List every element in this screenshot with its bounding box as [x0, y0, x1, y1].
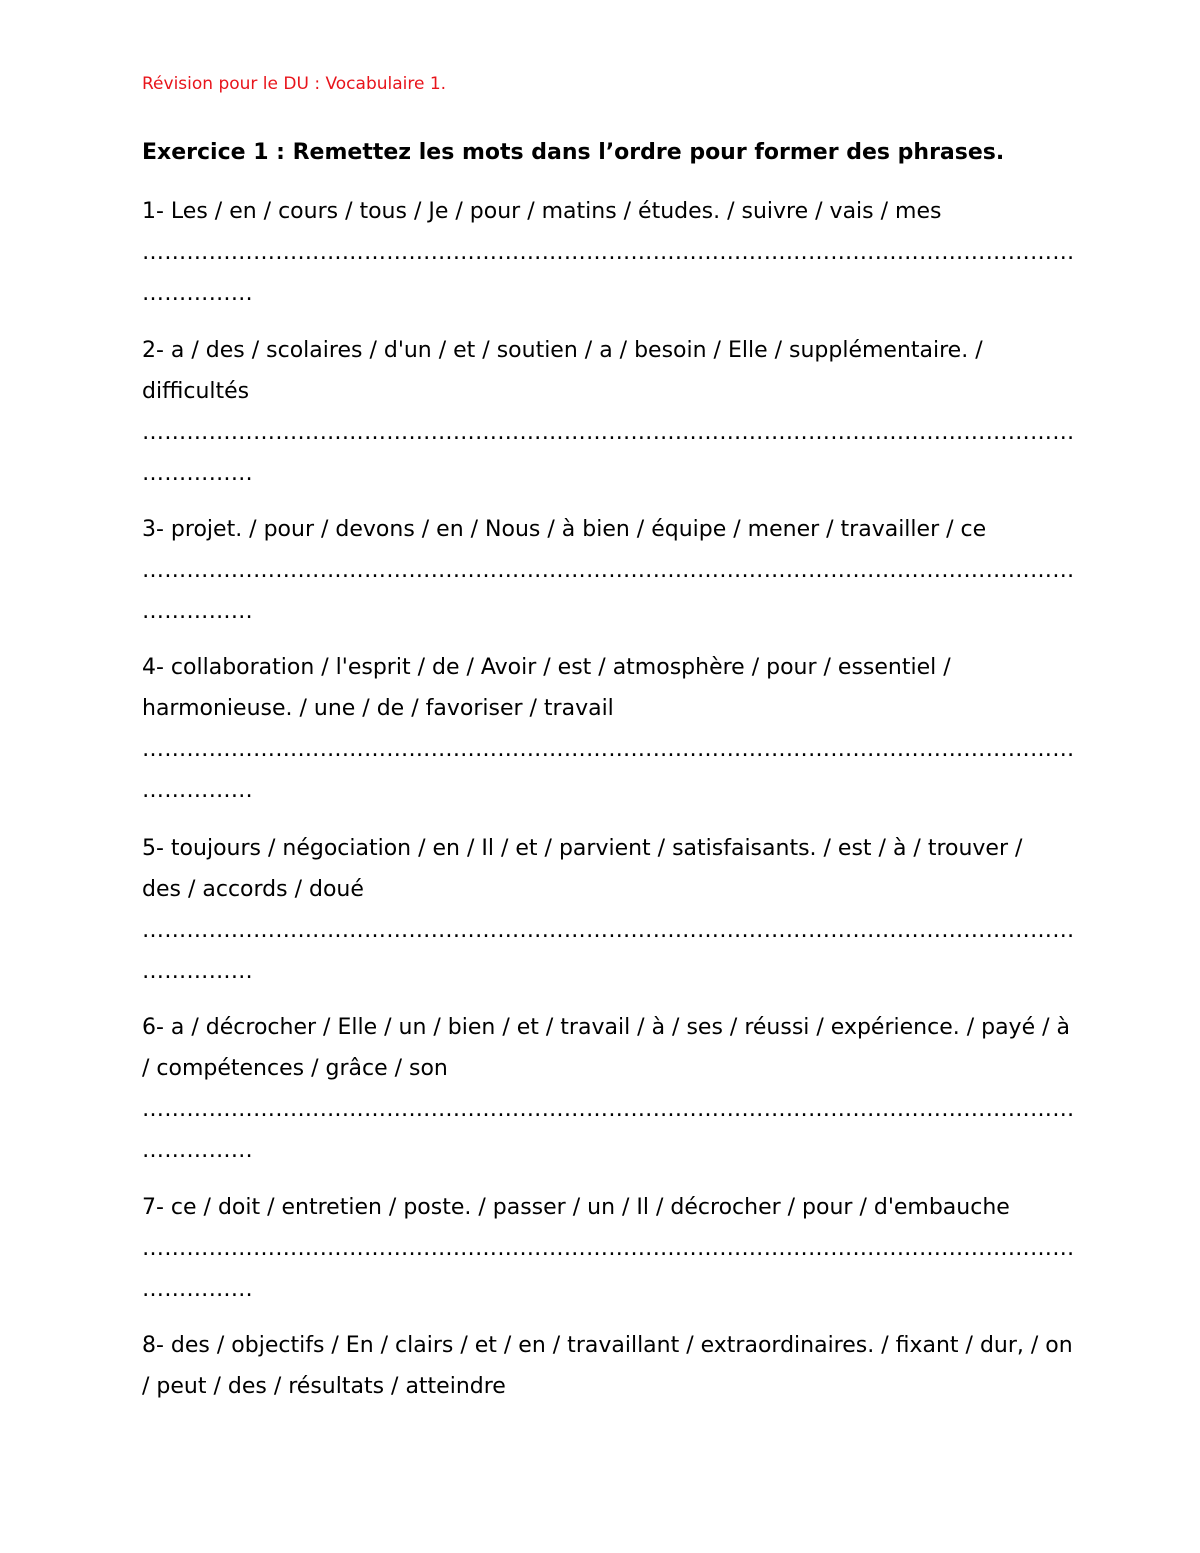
item-prompt-line: harmonieuse. / une / de / favoriser / travail — [142, 696, 614, 721]
answer-line-end: …………… — [142, 599, 253, 624]
item-prompt-line: 2- a / des / scolaires / d'un / et / soutien / a / besoin / Elle / supplémentaire. / — [142, 338, 983, 363]
item-prompt-line: 7- ce / doit / entretien / poste. / passer / un / Il / décrocher / pour / d'embauche — [142, 1195, 1010, 1220]
item-prompt-line: / peut / des / résultats / atteindre — [142, 1374, 506, 1399]
exercise-item-3 — [142, 509, 1142, 632]
answer-line-end: …………… — [142, 778, 253, 803]
exercise-item-2 — [142, 330, 1142, 494]
item-prompt-line: / compétences / grâce / son — [142, 1056, 448, 1081]
item-prompt-line: des / accords / doué — [142, 877, 364, 902]
item-prompt-line: 1- Les / en / cours / tous / Je / pour / matins / études. / suivre / vais / mes — [142, 199, 942, 224]
answer-line: ……………………………………………………………………………………………………………… — [142, 918, 1075, 943]
exercise-item-8 — [142, 1325, 1142, 1407]
answer-line-end: …………… — [142, 1138, 253, 1163]
answer-line-end: …………… — [142, 461, 253, 486]
item-prompt-line: 4- collaboration / l'esprit / de / Avoir / est / atmosphère / pour / essentiel / — [142, 655, 951, 680]
item-prompt-line: 6- a / décrocher / Elle / un / bien / et / travail / à / ses / réussi / expérience. / payé / à — [142, 1015, 1070, 1040]
exercise-title: Exercice 1 : Remettez les mots dans l’ordre pour former des phrases. — [142, 140, 1005, 165]
item-prompt-line: difficultés — [142, 379, 250, 404]
item-prompt-line: 5- toujours / négociation / en / Il / et / parvient / satisfaisants. / est / à / trouver / — [142, 836, 1023, 861]
answer-line-end: …………… — [142, 1277, 253, 1302]
exercise-item-6 — [142, 1007, 1142, 1171]
answer-line: ……………………………………………………………………………………………………………… — [142, 1097, 1075, 1122]
answer-line: ……………………………………………………………………………………………………………… — [142, 420, 1075, 445]
item-prompt-line: 3- projet. / pour / devons / en / Nous / à bien / équipe / mener / travailler / ce — [142, 517, 987, 542]
answer-line: ……………………………………………………………………………………………………………… — [142, 1236, 1075, 1261]
exercise-item-1 — [142, 191, 1142, 314]
exercise-item-7 — [142, 1187, 1142, 1310]
answer-line-end: …………… — [142, 959, 253, 984]
document-header: Révision pour le DU : Vocabulaire 1. — [142, 74, 447, 94]
exercise-item-5 — [142, 828, 1142, 992]
answer-line-end: …………… — [142, 281, 253, 306]
answer-line: ……………………………………………………………………………………………………………… — [142, 558, 1075, 583]
answer-line: ……………………………………………………………………………………………………………… — [142, 240, 1075, 265]
answer-line: ……………………………………………………………………………………………………………… — [142, 737, 1075, 762]
item-prompt-line: 8- des / objectifs / En / clairs / et / en / travaillant / extraordinaires. / fixant / dur, / on — [142, 1333, 1073, 1358]
exercise-item-4 — [142, 647, 1142, 811]
